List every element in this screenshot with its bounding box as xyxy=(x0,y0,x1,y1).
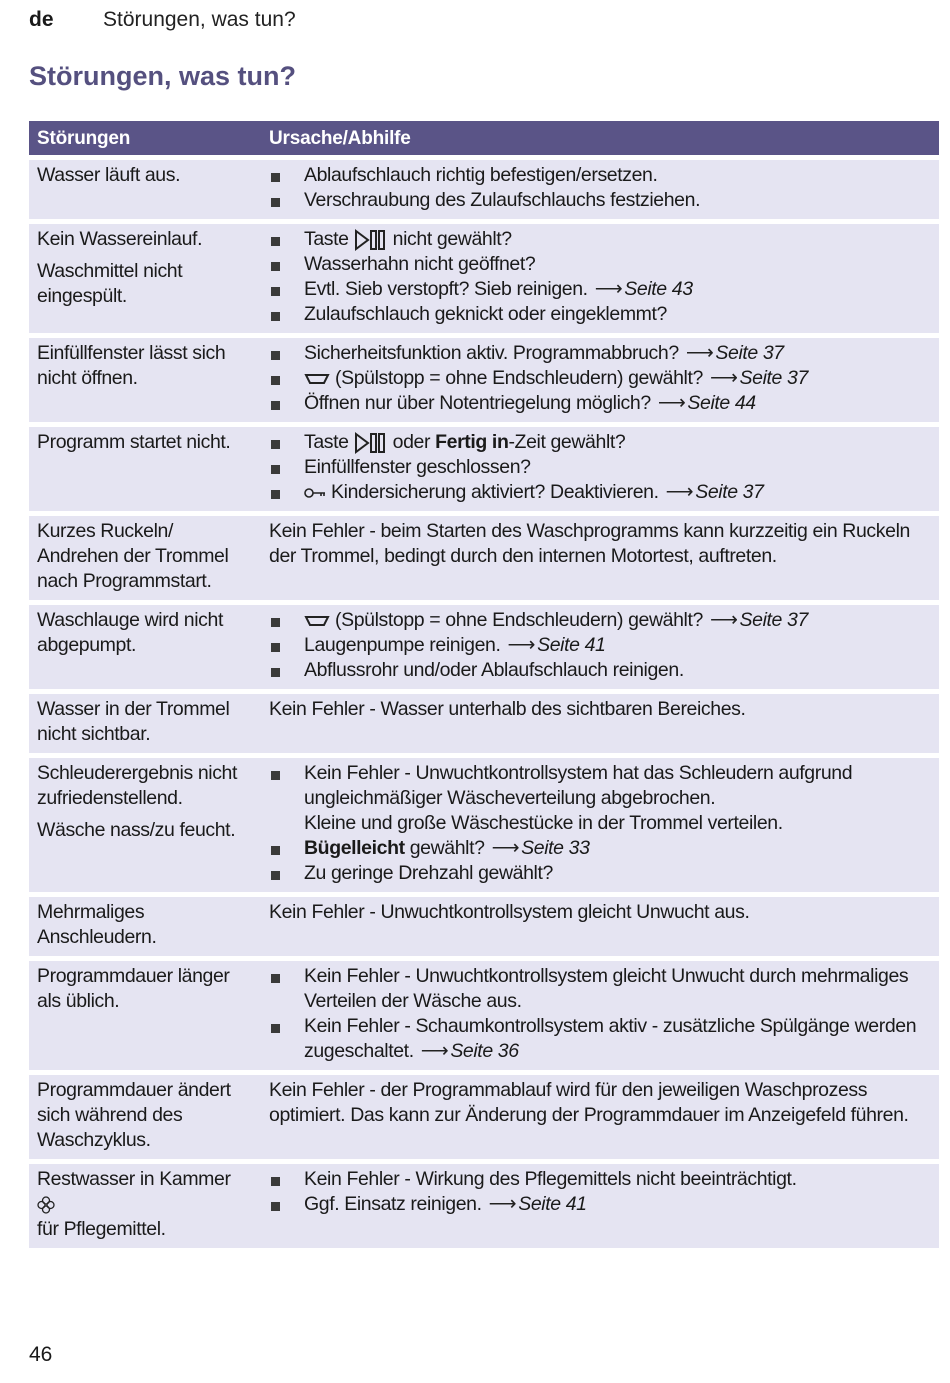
remedy-cell xyxy=(261,1164,939,1248)
start-pause-icon xyxy=(354,432,388,454)
remedy-cell xyxy=(261,160,939,219)
table-row xyxy=(29,160,939,219)
list-item: Taste nicht gewählt? xyxy=(269,227,931,252)
problem-cell xyxy=(29,758,261,892)
language-code: de xyxy=(29,8,54,31)
table-row xyxy=(29,758,939,892)
remedy-cell xyxy=(261,338,939,422)
problem-cell xyxy=(29,1075,261,1159)
remedy-cell xyxy=(261,605,939,689)
problem-text: Waschlauge wird nicht abgepumpt. xyxy=(37,609,223,656)
problem-cell xyxy=(29,338,261,422)
table-row xyxy=(29,224,939,333)
arrow-icon: ⟶ xyxy=(709,609,738,631)
problem-cell xyxy=(29,224,261,333)
problem-cell xyxy=(29,897,261,956)
remedy-text: Kein Fehler - beim Starten des Waschprogramms kann kurzzeitig ein Ruckeln der Trommel, bedingt durch den internen Motortest, auftreten. xyxy=(269,520,910,567)
problem-text: Restwasser in Kammer für Pflegemittel. xyxy=(37,1168,231,1240)
list-item: Abflussrohr und/oder Ablaufschlauch reinigen. xyxy=(269,658,931,683)
remedy-cell xyxy=(261,694,939,753)
arrow-icon: ⟶ xyxy=(709,367,738,389)
list-item: Kein Fehler - Unwuchtkontrollsystem hat das Schleudern aufgrund ungleichmäßiger Wäscheverteilung abgebrochen. Kleine und große Wäschestücke in der Trommel verteilen. xyxy=(269,761,931,836)
rinse-hold-icon xyxy=(304,372,330,386)
table-row xyxy=(29,1164,939,1248)
problem-text: Programm startet nicht. xyxy=(37,431,231,453)
arrow-icon: ⟶ xyxy=(491,837,520,859)
remedy-cell xyxy=(261,758,939,892)
list-item: Ablaufschlauch richtig befestigen/ersetzen. xyxy=(269,163,931,188)
problem-cell xyxy=(29,605,261,689)
table-row xyxy=(29,694,939,753)
page-reference: Seite 37 xyxy=(715,342,784,364)
arrow-icon: ⟶ xyxy=(488,1193,517,1215)
remedy-text: Kein Fehler - der Programmablauf wird für den jeweiligen Waschprozess optimiert. Das kann zur Änderung der Programmdauer im Anzeigefeld führen. xyxy=(269,1079,909,1126)
list-item: (Spülstopp = ohne Endschleudern) gewählt? ⟶ Seite 37 xyxy=(269,366,931,391)
remedy-cell xyxy=(261,224,939,333)
page-reference: Seite 41 xyxy=(518,1193,587,1215)
remedy-cell xyxy=(261,897,939,956)
problem-text: Einfüllfenster lässt sich nicht öffnen. xyxy=(37,342,226,389)
remedy-cell xyxy=(261,1075,939,1159)
key-icon xyxy=(304,487,326,499)
problem-text: Wasser läuft aus. xyxy=(37,164,181,186)
list-item: Bügelleicht gewählt? ⟶ Seite 33 xyxy=(269,836,931,861)
page-reference: Seite 37 xyxy=(695,481,764,503)
problem-cell xyxy=(29,516,261,600)
remedy-cell xyxy=(261,516,939,600)
list-item: Taste oder Fertig in-Zeit gewählt? xyxy=(269,430,931,455)
running-title: Störungen, was tun? xyxy=(103,8,296,31)
problem-cell xyxy=(29,694,261,753)
list-item: Kein Fehler - Unwuchtkontrollsystem gleicht Unwucht durch mehrmaliges Verteilen der Wäsche aus. xyxy=(269,964,931,1014)
page-number: 46 xyxy=(29,1343,53,1366)
list-item: Kein Fehler - Schaumkontrollsystem aktiv - zusätzliche Spülgänge werden zugeschaltet. ⟶ Seite 36 xyxy=(269,1014,931,1064)
remedy-text: Kein Fehler - Wasser unterhalb des sichtbaren Bereiches. xyxy=(269,698,746,720)
remedy-text: Kein Fehler - Unwuchtkontrollsystem gleicht Unwucht aus. xyxy=(269,901,750,923)
problem-text: Programmdauer länger als üblich. xyxy=(37,965,230,1012)
problem-cell xyxy=(29,427,261,511)
problem-text: Programmdauer ändert sich während des Waschzyklus. xyxy=(37,1079,231,1151)
list-item: Verschraubung des Zulaufschlauchs festziehen. xyxy=(269,188,931,213)
table-row xyxy=(29,338,939,422)
problem-text: Schleuderergebnis nicht zufriedenstellend. xyxy=(37,762,238,809)
arrow-icon: ⟶ xyxy=(665,481,694,503)
column-header-problem: Störungen xyxy=(29,121,261,155)
arrow-icon: ⟶ xyxy=(507,634,536,656)
list-item: Zu geringe Drehzahl gewählt? xyxy=(269,861,931,886)
column-header-remedy: Ursache/Abhilfe xyxy=(261,121,939,155)
table-row xyxy=(29,961,939,1070)
list-item: Sicherheitsfunktion aktiv. Programmabbruch? ⟶ Seite 37 xyxy=(269,341,931,366)
rinse-hold-icon xyxy=(304,614,330,628)
page-title: Störungen, was tun? xyxy=(29,61,296,91)
page-reference: Seite 44 xyxy=(687,392,756,414)
arrow-icon: ⟶ xyxy=(657,392,686,414)
table-row xyxy=(29,605,939,689)
start-pause-icon xyxy=(354,229,388,251)
list-item: Ggf. Einsatz reinigen. ⟶ Seite 41 xyxy=(269,1192,931,1217)
page-reference: Seite 43 xyxy=(624,278,693,300)
flower-icon xyxy=(37,1196,55,1214)
list-item: Evtl. Sieb verstopft? Sieb reinigen. ⟶ Seite 43 xyxy=(269,277,931,302)
list-item: Einfüllfenster geschlossen? xyxy=(269,455,931,480)
problem-cell xyxy=(29,961,261,1070)
arrow-icon: ⟶ xyxy=(594,278,623,300)
problem-cell xyxy=(29,160,261,219)
list-item: Öffnen nur über Notentriegelung möglich? ⟶ Seite 44 xyxy=(269,391,931,416)
page-reference: Seite 37 xyxy=(739,367,808,389)
list-item: Wasserhahn nicht geöffnet? xyxy=(269,252,931,277)
list-item: Kein Fehler - Wirkung des Pflegemittels nicht beeinträchtigt. xyxy=(269,1167,931,1192)
problem-text: Kurzes Ruckeln/ Andrehen der Trommel nach Programmstart. xyxy=(37,520,229,592)
problem-text: Wäsche nass/zu feucht. xyxy=(37,819,236,841)
page-reference: Seite 33 xyxy=(521,837,590,859)
table-row xyxy=(29,427,939,511)
troubleshooting-table xyxy=(29,116,939,1253)
page-reference: Seite 41 xyxy=(537,634,606,656)
list-item: Zulaufschlauch geknickt oder eingeklemmt? xyxy=(269,302,931,327)
table-row xyxy=(29,897,939,956)
problem-text: Mehrmaliges Anschleudern. xyxy=(37,901,157,948)
arrow-icon: ⟶ xyxy=(685,342,714,364)
table-row xyxy=(29,1075,939,1159)
remedy-cell xyxy=(261,961,939,1070)
page-reference: Seite 36 xyxy=(450,1040,519,1062)
table-header-row xyxy=(29,121,939,155)
problem-cell xyxy=(29,1164,261,1248)
table-row xyxy=(29,516,939,600)
remedy-cell xyxy=(261,427,939,511)
page-reference: Seite 37 xyxy=(739,609,808,631)
list-item: (Spülstopp = ohne Endschleudern) gewählt? ⟶ Seite 37 xyxy=(269,608,931,633)
problem-text: Waschmittel nicht eingespült. xyxy=(37,260,183,307)
arrow-icon: ⟶ xyxy=(420,1040,449,1062)
list-item: Kindersicherung aktiviert? Deaktivieren. ⟶ Seite 37 xyxy=(269,480,931,505)
problem-text: Wasser in der Trommel nicht sichtbar. xyxy=(37,698,230,745)
list-item: Laugenpumpe reinigen. ⟶ Seite 41 xyxy=(269,633,931,658)
problem-text: Kein Wassereinlauf. xyxy=(37,228,203,250)
